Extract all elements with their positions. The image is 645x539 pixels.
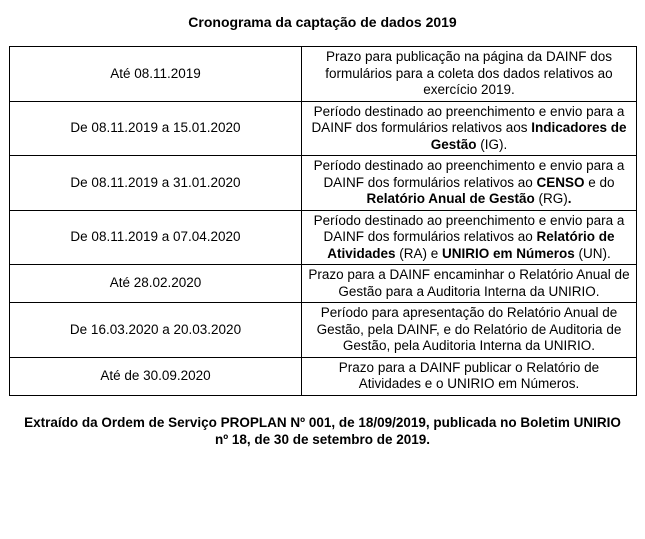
description-segment-bold: UNIRIO em Números	[442, 245, 575, 261]
description-segment: Período destinado ao preenchimento e envio para a DAINF dos formulários relativos ao	[313, 158, 625, 190]
description-segment: Período destinado ao preenchimento e envio para a DAINF dos formulários relativos ao	[313, 212, 625, 244]
description-segment: (UN).	[574, 245, 611, 261]
description-segment-bold: Relatório Anual de Gestão	[366, 191, 535, 206]
description-cell	[302, 47, 637, 102]
description-segment: (RA) e	[395, 245, 442, 261]
description-segment: (RG)	[534, 191, 568, 206]
description-cell	[302, 156, 637, 211]
description-segment: Prazo para a DAINF publicar o Relatório de Atividades e o UNIRIO em Números.	[338, 359, 600, 391]
table-row	[10, 210, 637, 265]
description-cell	[302, 210, 637, 265]
description-segment-bold: Indicadores de Gestão	[430, 120, 627, 152]
date-cell: De 16.03.2020 a 20.03.2020	[10, 303, 302, 358]
date-cell: De 08.11.2019 a 31.01.2020	[10, 156, 302, 211]
description-cell	[302, 357, 637, 395]
description-cell	[302, 303, 637, 358]
date-cell: Até 28.02.2020	[10, 265, 302, 303]
date-cell: De 08.11.2019 a 15.01.2020	[10, 101, 302, 156]
description-segment: Período para apresentação do Relatório Anual de Gestão, pela DAINF, e do Relatório de Auditoria de Gestão, pela Auditoria Interna da UNIRIO.	[316, 305, 622, 353]
description-cell	[302, 101, 637, 156]
description-segment: Prazo para publicação na página da DAINF dos formulários para a coleta dos dados relativos ao exercício 2019.	[325, 49, 613, 97]
table-row	[10, 265, 637, 303]
table-row	[10, 357, 637, 395]
description-segment: e do	[584, 174, 615, 190]
description-segment: Período destinado ao preenchimento e envio para a DAINF dos formulários relativos aos	[311, 103, 625, 135]
date-cell: Até 08.11.2019	[10, 47, 302, 102]
table-row	[10, 303, 637, 358]
schedule-table-body	[10, 47, 637, 396]
table-row	[10, 101, 637, 156]
schedule-table	[9, 46, 637, 396]
table-row	[10, 156, 637, 211]
description-segment-bold: Relatório de Atividades	[327, 229, 615, 261]
page-title: Cronograma da captação de dados 2019	[188, 14, 457, 30]
table-row	[10, 47, 637, 102]
date-cell: De 08.11.2019 a 07.04.2020	[10, 210, 302, 265]
description-segment: (IG).	[476, 136, 508, 152]
source-note: Extraído da Ordem de Serviço PROPLAN Nº 001, de 18/09/2019, publicada no Boletim UNIRIO nº 18, de 30 de setembro de 2019.	[24, 414, 621, 447]
description-segment-bold: .	[567, 191, 572, 206]
date-cell: Até de 30.09.2020	[10, 357, 302, 395]
description-segment: Prazo para a DAINF encaminhar o Relatório Anual de Gestão para a Auditoria Interna da UNIRIO.	[308, 267, 630, 299]
description-segment-bold: CENSO	[536, 174, 585, 190]
description-cell	[302, 265, 637, 303]
